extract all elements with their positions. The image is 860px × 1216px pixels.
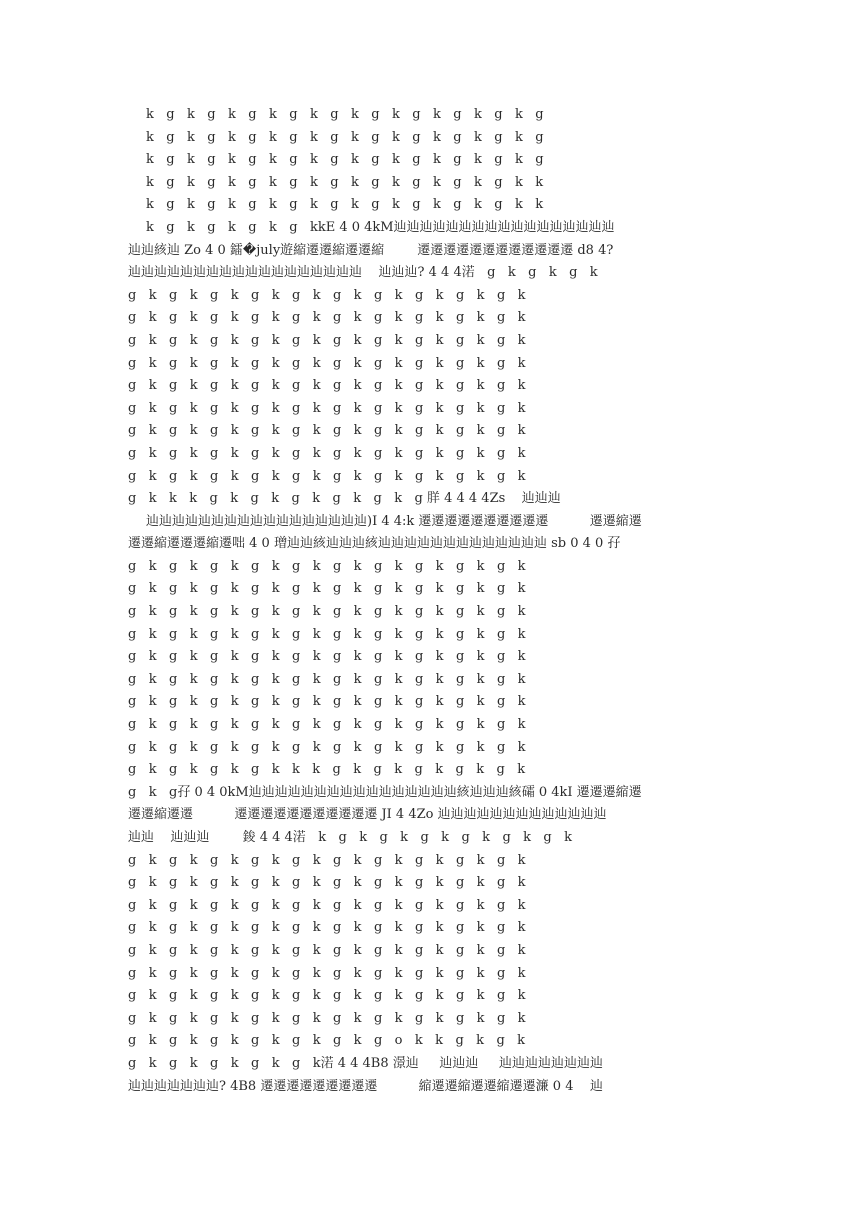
text-line: g k g k g k g k g k g k g k g k g k g k (128, 287, 526, 303)
text-line: g k g k g k g k g k g k g k g k g k g k (128, 988, 526, 1004)
text-line: k g k g k g k g k g k g k g k g k g k g (146, 152, 544, 168)
text-line: g k g k g k g k g k g k g k g k g k g k (128, 581, 526, 597)
text-line: g k g k g k g k g k g k g k g k g k g k (128, 965, 526, 981)
text-line: g k g k g k g k g k g k g k g k g k g k (128, 310, 526, 326)
text-line: g k g k g k g k g k g k g k g k g k g k (128, 739, 526, 755)
text-line: g k g k g k g k g k g k g k g k g k g k (128, 897, 526, 913)
text-line: g k g孖 0 4 0kM辿辿辿辿辿辿辿辿辿辿辿辿辿辿辿辿絯辿辿辿絯礵 0 4kI 遷遷遷縮遷 (128, 784, 642, 800)
text-line: g k g k g k g k g k g k g k g k g k g k (128, 875, 526, 891)
text-line: k g k g k g k g k g k g k g k g k g k k (146, 197, 544, 213)
text-line: k g k g k g k g k g k g k g k g k g k g (146, 107, 544, 122)
text-line: g k g k g k g k g k g k g o k k g k g k (128, 1033, 526, 1049)
text-line: g k g k g k g k g k g k g k g k g k g k (128, 558, 526, 574)
text-line: 辿辿辿辿辿辿辿辿辿辿辿辿辿辿辿辿辿辿 辿辿辿? 4 4 4渃 g k g k g k (128, 265, 598, 281)
text-line: g k g k g k g k g k g k g k g k g k g k (128, 400, 526, 416)
text-line: g k g k g k g k g k g k g k g k g k g k (128, 671, 526, 687)
text-line: 辿辿辿辿辿辿辿辿辿辿辿辿辿辿辿辿辿)I 4 4:k 遷遷遷遷遷遷遷遷遷遷 遷遷縮遷 (146, 513, 642, 529)
text-line: g k g k g k g k g k g k g k g k g k g k (128, 717, 526, 733)
text-line: g k g k g k g k g k渃 4 4 4B8 澋辿 辿辿辿 辿辿辿辿辿辿辿辿 (128, 1055, 604, 1071)
text-line: g k g k g k g k g k g k g k g k g k g k (128, 1010, 526, 1026)
text-line: 遷遷縮遷遷 遷遷遷遷遷遷遷遷遷遷遷 JI 4 4Zo 辿辿辿辿辿辿辿辿辿辿辿辿辿 (128, 807, 607, 823)
text-line: g k g k g k g k g k g k g k g k g k g k (128, 920, 526, 936)
text-line: k g k g k g k g kkE 4 0 4kM辿辿辿辿辿辿辿辿辿辿辿辿辿辿辿辿辿 (146, 219, 615, 235)
text-line: g k g k g k g k g k g k g k g k g k g k (128, 694, 526, 710)
text-line: 辿辿辿辿辿辿辿? 4B8 遷遷遷遷遷遷遷遷遷 縮遷遷縮遷遷縮遷遷濂 0 4 辿 (128, 1078, 603, 1094)
text-line: g k g k g k g k g k g k g k g k g k g k (128, 942, 526, 958)
text-line: g k g k g k g k g k g k g k g k g k g k (128, 626, 526, 642)
text-line: g k k k g k g k g k g k g k g 羘 4 4 4 4Zs 辿辿辿 (128, 491, 561, 507)
text-line: g k g k g k g k g k g k g k g k g k g k (128, 852, 526, 868)
text-line: g k g k g k g k g k g k g k g k g k g k (128, 332, 526, 348)
document-body (128, 104, 738, 1098)
text-line: k g k g k g k g k g k g k g k g k g k k (146, 174, 544, 190)
text-line: g k g k g k g k g k g k g k g k g k g k (128, 378, 526, 394)
text-line: 辿辿絯辿 Zo 4 0 鐳�july遊縮遷遷縮遷遷縮 遷遷遷遷遷遷遷遷遷遷遷遷 d8 4? (128, 242, 614, 258)
text-line: 辿辿 辿辿辿 鋑 4 4 4渃 k g k g k g k g k g k g k (128, 830, 573, 845)
text-line: g k g k g k g k k k g k g k g k g k g k (128, 762, 526, 778)
text-line: g k g k g k g k g k g k g k g k g k g k (128, 423, 526, 439)
text-line: g k g k g k g k g k g k g k g k g k g k (128, 355, 526, 371)
text-line: 遷遷縮遷遷遷縮遷咄 4 0 璔辿辿絯辿辿辿絯辿辿辿辿辿辿辿辿辿辿辿辿辿 sb 0 4 0 孖 (128, 536, 621, 552)
text-line: g k g k g k g k g k g k g k g k g k g k (128, 445, 526, 461)
text-line: g k g k g k g k g k g k g k g k g k g k (128, 468, 526, 484)
text-line: g k g k g k g k g k g k g k g k g k g k (128, 604, 526, 620)
text-line: k g k g k g k g k g k g k g k g k g k g (146, 129, 544, 145)
text-line: g k g k g k g k g k g k g k g k g k g k (128, 649, 526, 665)
